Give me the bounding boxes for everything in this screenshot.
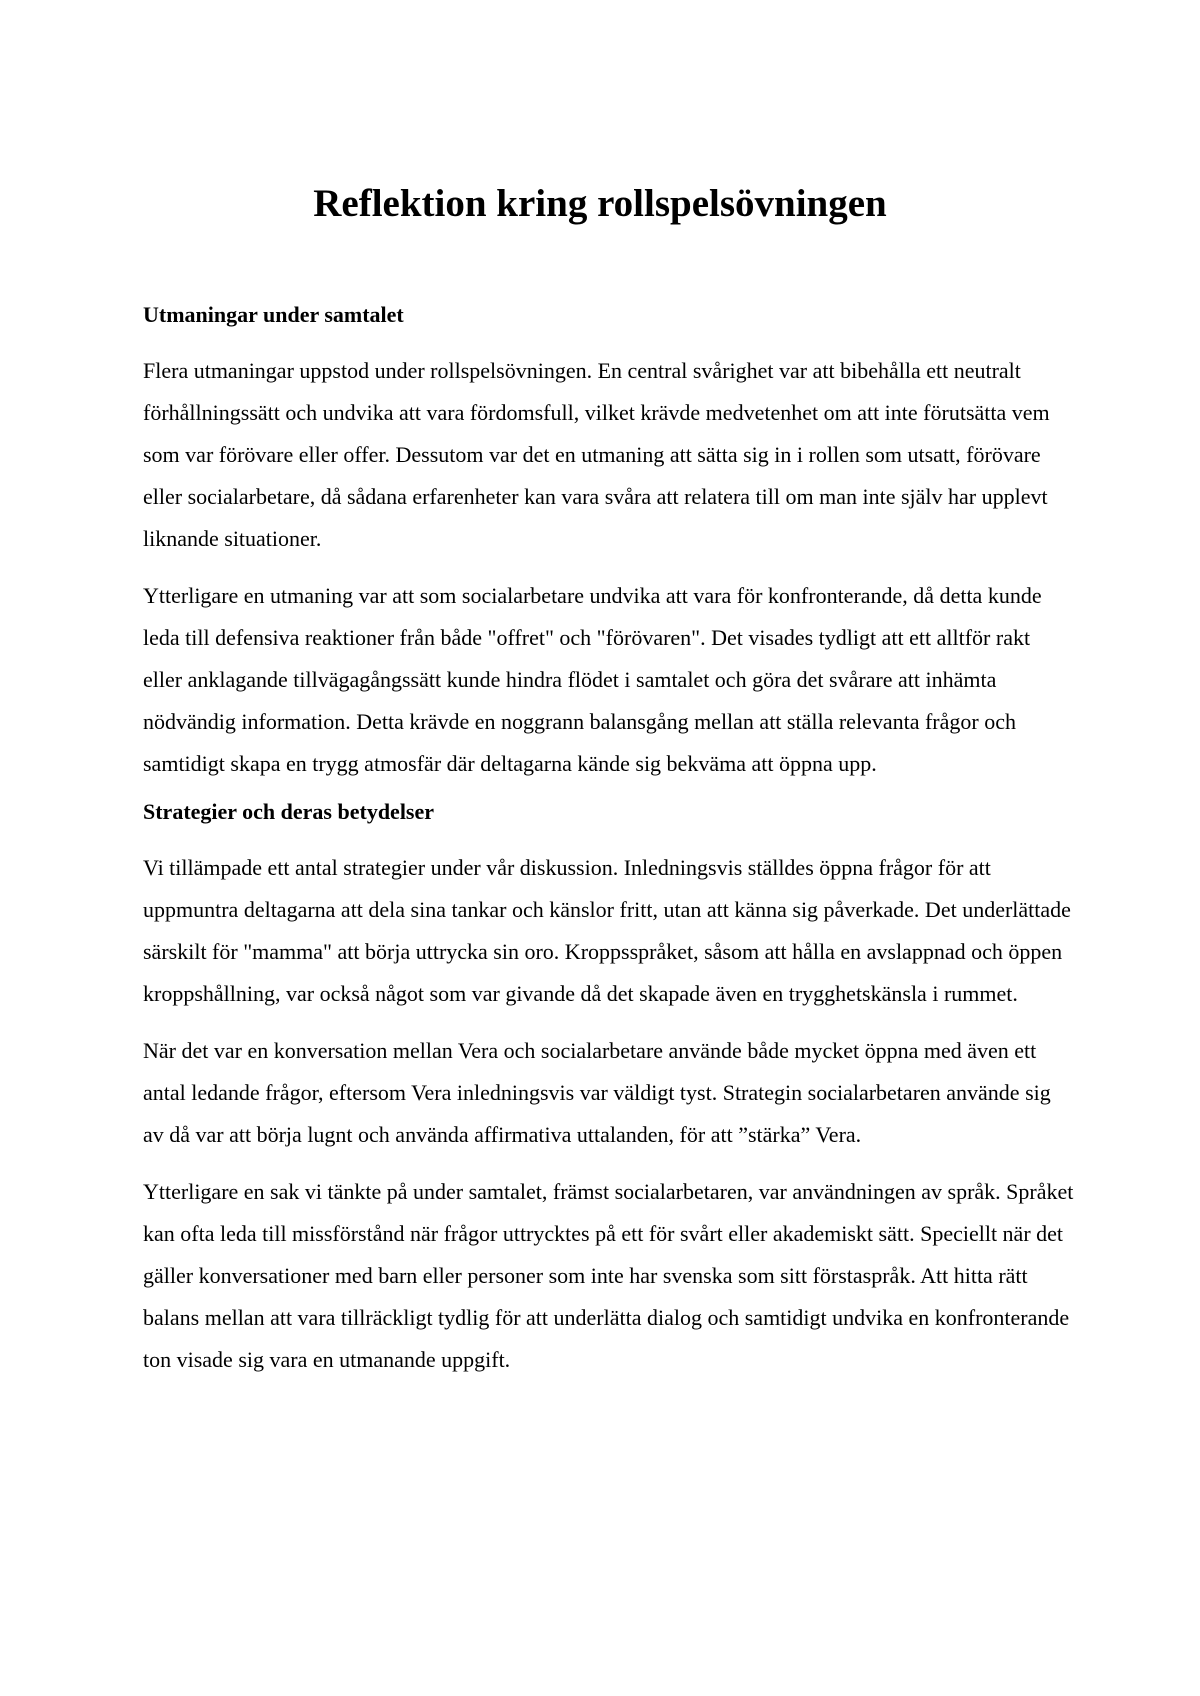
document-body [143,298,1074,1396]
paragraph: Ytterligare en sak vi tänkte på under samtalet, främst socialarbetaren, var användningen av språk. Språket kan ofta leda till missförstånd när frågor uttrycktes på ett för svårt eller akademiskt sätt. Speciellt när det gäller konversationer med barn eller personer som inte har svenska som sitt förstaspråk. Att hitta rätt balans mellan att vara tillräckligt tydlig för att underlätta dialog och samtidigt undvika en konfronterande ton visade sig vara en utmanande uppgift. [143,1179,1074,1372]
section-strategies [143,795,1074,1381]
section-challenges [143,298,1074,785]
paragraph: Flera utmaningar uppstod under rollspelsövningen. En central svårighet var att bibehålla ett neutralt förhållningssätt och undvika att vara fördomsfull, vilket krävde medvetenhet om att inte förutsätta vem som var förövare eller offer. Dessutom var det en utmaning att sätta sig in i rollen som utsatt, förövare eller socialarbetare, då sådana erfarenheter kan vara svåra att relatera till om man inte själv har upplevt liknande situationer. [143,358,1050,551]
paragraph: När det var en konversation mellan Vera och socialarbetare använde både mycket öppna med även ett antal ledande frågor, eftersom Vera inledningsvis var väldigt tyst. Strategin socialarbetaren använde sig av då var att börja lugnt och använda affirmativa uttalanden, för att ”stärka” Vera. [143,1038,1051,1147]
section-heading-strategies: Strategier och deras betydelser [143,799,435,824]
document-title: Reflektion kring rollspelsövningen [313,182,887,225]
section-heading-challenges: Utmaningar under samtalet [143,302,404,327]
paragraph: Vi tillämpade ett antal strategier under vår diskussion. Inledningsvis ställdes öppna frågor för att uppmuntra deltagarna att dela sina tankar och känslor fritt, utan att känna sig påverkade. Det underlättade särskilt för "mamma" att börja uttrycka sin oro. Kroppsspråket, såsom att hålla en avslappnad och öppen kroppshållning, var också något som var givande då det skapade även en trygghetskänsla i rummet. [143,855,1071,1006]
paragraph: Ytterligare en utmaning var att som socialarbetare undvika att vara för konfronterande, då detta kunde leda till defensiva reaktioner från både "offret" och "förövaren". Det visades tydligt att ett alltför rakt eller anklagande tillvägagångssätt kunde hindra flödet i samtalet och göra det svårare att inhämta nödvändig information. Detta krävde en noggrann balansgång mellan att ställa relevanta frågor och samtidigt skapa en trygg atmosfär där deltagarna kände sig bekväma att öppna upp. [143,583,1042,776]
